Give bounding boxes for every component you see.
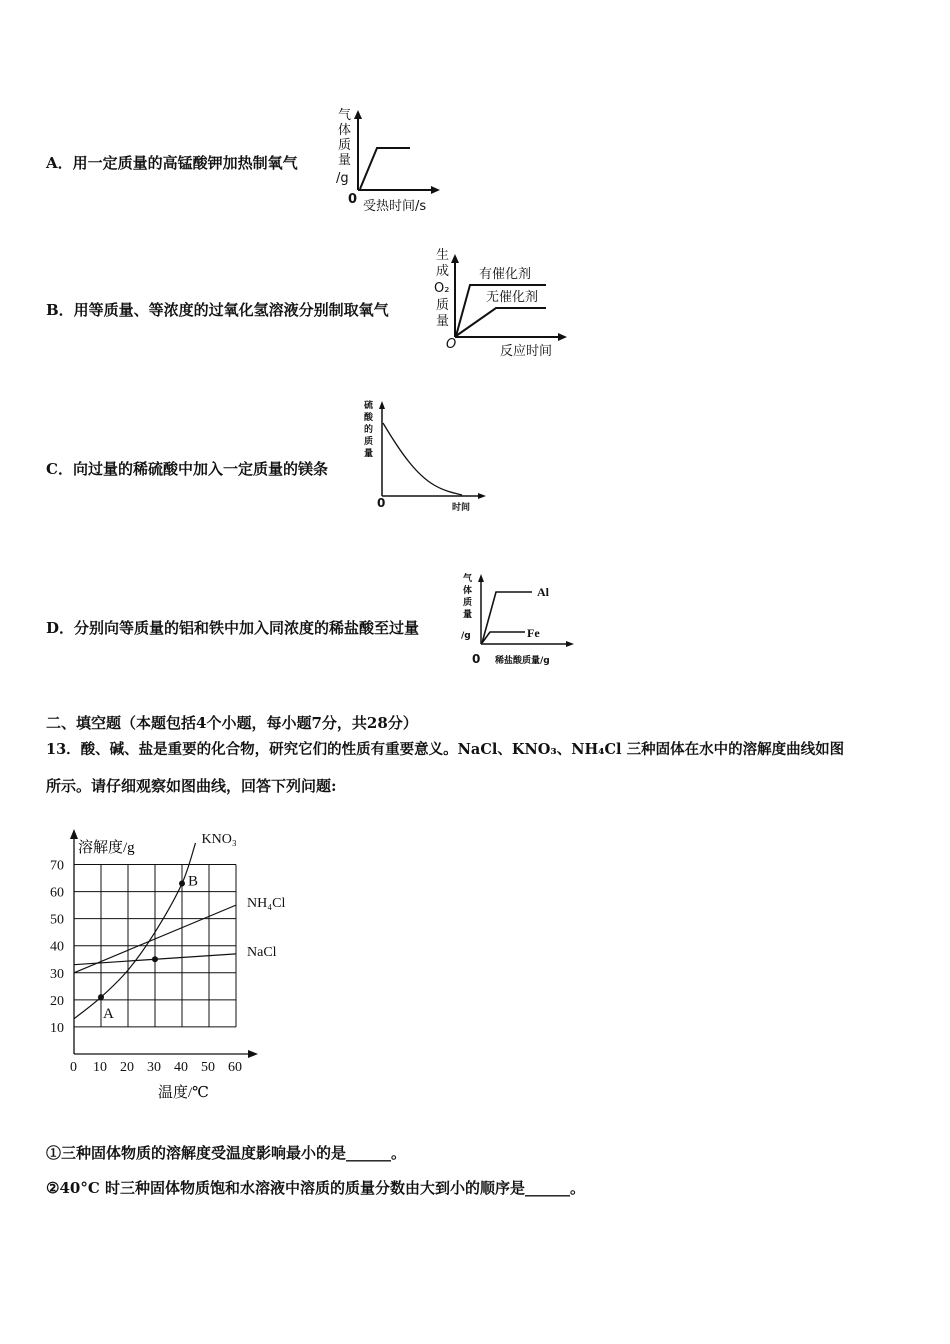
option-d-x-arrow (566, 641, 574, 647)
option-d-ylabel-1: 气 (463, 574, 473, 584)
option-b-ylabel-1: 生 (436, 248, 450, 263)
option-a-ylabel-3: 质 (338, 138, 352, 153)
option-d-graph (455, 568, 580, 673)
option-c-ylabel-5: 量 (364, 449, 374, 459)
option-c-graph (362, 395, 492, 517)
option-a-curve (360, 148, 410, 189)
y-axis-arrow (70, 829, 78, 839)
option-d-al-label: Al (537, 585, 549, 599)
x-tick-10: 10 (93, 1060, 107, 1075)
option-b-graph (428, 242, 573, 364)
option-a-xlabel: 受热时间/s (363, 199, 427, 214)
sub-question-1: ①三种固体物质的溶解度受温度影响最小的是______。 (46, 1144, 407, 1162)
option-c-ylabel-4: 质 (364, 437, 374, 447)
series-nh4cl-label: NH₄Cl (247, 896, 286, 912)
question-13-line-1: 13．酸、碱、盐是重要的化合物，研究它们的性质有重要意义。NaCl、KNO₃、NH₄Cl 三种固体在水中的溶解度曲线如图 (46, 741, 845, 758)
option-b-y-arrow (451, 254, 459, 263)
point-B-marker (179, 880, 185, 886)
x-tick-20: 20 (120, 1060, 134, 1075)
option-d-xlabel: 稀盐酸质量/g (495, 656, 550, 666)
x-tick-40: 40 (174, 1060, 188, 1075)
question-13-line-2: 所示。请仔细观察如图曲线，回答下列问题: (46, 777, 337, 795)
point-A-marker (98, 994, 104, 1000)
x-axis-arrow (248, 1050, 258, 1058)
option-c-ylabel-2: 酸 (364, 413, 374, 423)
option-d-origin: 0 (472, 652, 481, 666)
option-b-ylabel-5: 量 (436, 314, 450, 329)
option-a-text: A．用一定质量的高锰酸钾加热制氧气 (46, 154, 298, 172)
option-d-ylabel-5: /g (461, 631, 471, 641)
y-tick-10: 10 (50, 1020, 64, 1036)
option-c-ylabel-3: 的 (364, 425, 374, 435)
solubility-chart (44, 815, 314, 1110)
option-b-no-catalyst-curve (456, 308, 546, 336)
y-tick-30: 30 (50, 966, 64, 982)
option-b-ylabel-2: 成 (436, 264, 450, 279)
option-b-no-catalyst-label: 无催化剂 (486, 290, 539, 305)
series-kno3-label: KNO₃ (201, 831, 237, 847)
option-c-y-arrow (379, 401, 385, 409)
point-A-label: A (103, 1006, 114, 1023)
option-c-origin: 0 (377, 496, 386, 510)
option-d-text: D．分别向等质量的铝和铁中加入同浓度的稀盐酸至过量 (46, 619, 420, 637)
option-b-catalyst-label: 有催化剂 (479, 267, 532, 282)
series-nacl-label: NaCl (247, 944, 277, 960)
chart-axes (70, 829, 258, 1058)
y-tick-40: 40 (50, 939, 64, 955)
option-c-x-arrow (478, 493, 486, 499)
option-a-x-arrow (431, 186, 440, 194)
chart-grid (74, 865, 236, 1027)
x-tick-60: 60 (228, 1060, 242, 1075)
y-tick-20: 20 (50, 993, 64, 1009)
chart-x-axis-label: 温度/℃ (158, 1085, 209, 1101)
option-a-ylabel-4: 量 (338, 153, 352, 168)
chart-y-axis-label: 溶解度/g (78, 840, 135, 856)
option-a-ylabel-2: 体 (338, 123, 352, 138)
option-a-ylabel-5: /g (336, 171, 349, 186)
chart-series (74, 832, 285, 1019)
chart-tick-labels (50, 859, 242, 1075)
option-c-ylabel-1: 硫 (364, 401, 374, 411)
option-d-fe-curve (482, 632, 525, 643)
option-a-graph (330, 102, 450, 217)
option-b-x-arrow (558, 333, 567, 341)
point-B-label: B (188, 873, 199, 890)
point-unlabeled-marker (152, 956, 158, 962)
option-d-ylabel-2: 体 (463, 586, 473, 596)
option-a-y-arrow (354, 110, 362, 119)
option-b-origin: O (446, 337, 457, 352)
section-heading: 二、填空题（本题包括4个小题，每小题7分，共28分） (46, 714, 418, 732)
option-a-origin: 0 (348, 192, 358, 207)
option-c-text: C．向过量的稀硫酸中加入一定质量的镁条 (46, 460, 328, 478)
option-a-ylabel-1: 气 (338, 108, 352, 123)
option-d-al-curve (482, 592, 532, 643)
x-tick-30: 30 (147, 1060, 161, 1075)
x-tick-0: 0 (70, 1060, 77, 1075)
option-b-xlabel: 反应时间 (500, 344, 553, 359)
option-b-text: B．用等质量、等浓度的过氧化氢溶液分别制取氧气 (46, 301, 389, 319)
option-d-ylabel-4: 量 (463, 610, 473, 620)
option-c-xlabel: 时间 (452, 503, 471, 513)
y-tick-50: 50 (50, 912, 64, 928)
option-b-ylabel-3: O₂ (434, 281, 450, 296)
option-d-y-arrow (478, 574, 484, 582)
sub-question-2: ②40°C 时三种固体物质饱和水溶液中溶质的质量分数由大到小的顺序是______。 (46, 1179, 585, 1197)
option-d-ylabel-3: 质 (463, 598, 473, 608)
x-tick-50: 50 (201, 1060, 215, 1075)
option-c-curve (383, 423, 462, 495)
option-b-ylabel-4: 质 (436, 298, 450, 313)
option-d-fe-label: Fe (527, 626, 540, 640)
y-tick-60: 60 (50, 885, 64, 901)
series-kno3-line (74, 843, 199, 1019)
y-tick-70: 70 (50, 858, 64, 874)
